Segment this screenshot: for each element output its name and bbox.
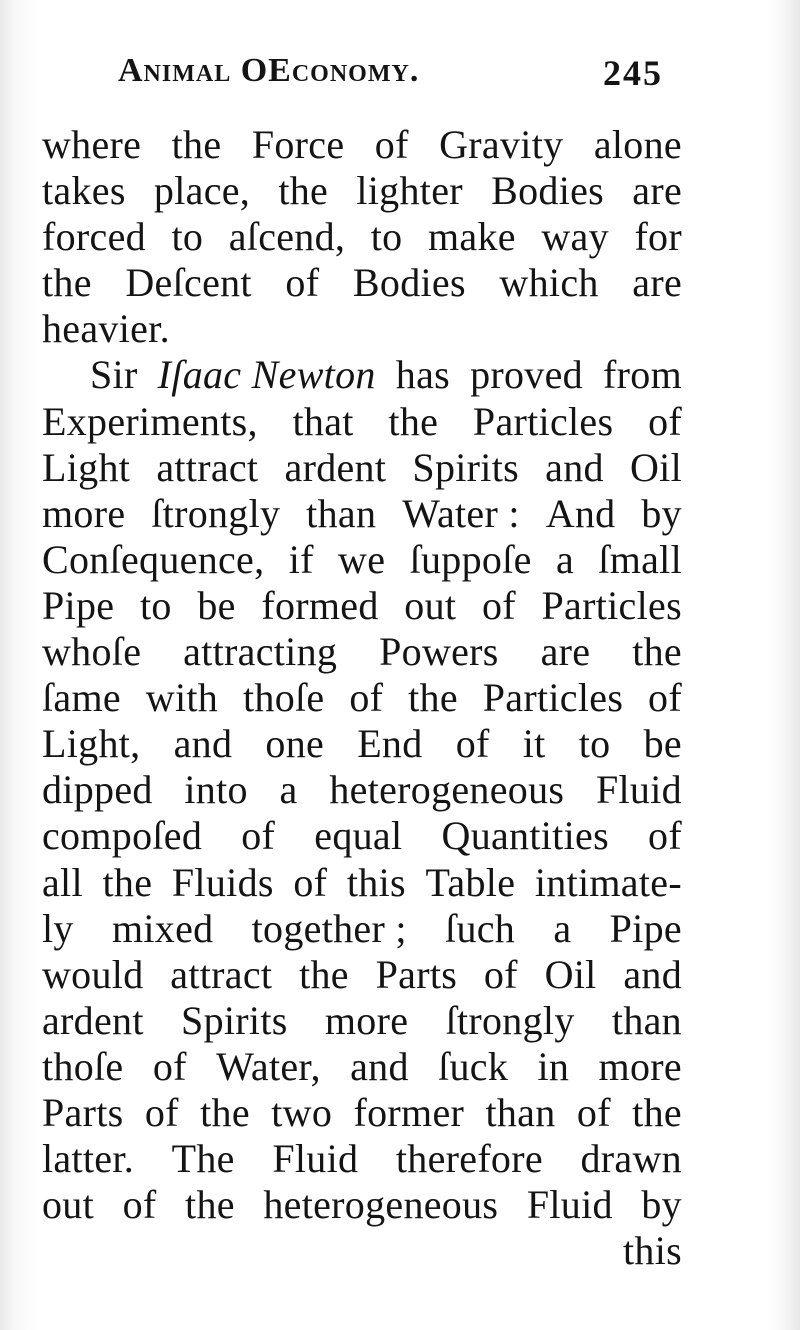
- word: of: [648, 813, 682, 859]
- word: of: [455, 721, 490, 767]
- word: ſtrongly: [151, 490, 281, 536]
- word: Oil: [629, 444, 682, 490]
- word: the: [200, 1089, 250, 1135]
- word: are: [632, 260, 682, 306]
- word: Bodies: [491, 168, 605, 214]
- word: of: [144, 1089, 179, 1135]
- word: more: [42, 490, 126, 536]
- word: Light: [42, 444, 131, 490]
- text-line: [42, 952, 682, 998]
- word: into: [184, 767, 248, 813]
- word: ſuppoſe: [409, 536, 532, 582]
- word: a: [553, 905, 572, 951]
- text-line: [42, 860, 682, 906]
- word: Bodies: [352, 260, 466, 306]
- word: if: [288, 536, 314, 582]
- text-line: [42, 260, 682, 306]
- word: Spirits: [412, 444, 519, 490]
- text-line: [42, 214, 682, 260]
- word: Light,: [42, 721, 141, 767]
- catchword: this: [623, 1228, 682, 1274]
- word: way: [541, 214, 609, 260]
- word: one: [265, 721, 325, 767]
- text-line: [42, 906, 682, 952]
- word: has: [395, 352, 450, 398]
- word: heavier.: [42, 306, 170, 352]
- word: latter.: [42, 1136, 135, 1182]
- word: ardent: [284, 444, 387, 490]
- text-line: [42, 445, 682, 491]
- word: together ;: [251, 905, 407, 951]
- word: of: [374, 122, 409, 167]
- word: Fluid: [272, 1136, 359, 1182]
- word: ſmall: [598, 536, 682, 582]
- word: than: [611, 997, 682, 1043]
- word: Deſcent: [125, 260, 252, 306]
- word: of: [648, 398, 682, 444]
- running-title: Animal OEconomy.: [118, 52, 420, 89]
- catchword-line: [42, 1228, 682, 1274]
- word: and: [173, 721, 233, 767]
- word: more: [324, 997, 409, 1043]
- word: we: [338, 536, 386, 582]
- word: forced: [42, 214, 146, 260]
- word: Spirits: [181, 997, 288, 1043]
- word: and: [623, 951, 682, 997]
- word: of: [576, 1089, 611, 1135]
- word: heterogeneous: [263, 1182, 499, 1228]
- word: drawn: [580, 1136, 682, 1182]
- word: Parts: [375, 951, 458, 997]
- word: Water :: [402, 490, 520, 536]
- text-line: [42, 306, 682, 352]
- word: the: [408, 675, 458, 721]
- word: Table: [425, 859, 516, 905]
- text-line: [42, 1044, 682, 1090]
- text-line: [42, 491, 682, 537]
- word: be: [197, 582, 236, 628]
- word: of: [483, 951, 518, 997]
- word: be: [643, 721, 682, 767]
- word: ardent: [42, 997, 144, 1043]
- word: place,: [153, 168, 251, 214]
- text-line: [42, 583, 682, 629]
- word: The: [171, 1136, 235, 1182]
- word: Sir: [90, 352, 138, 398]
- word: Fluids: [171, 859, 274, 905]
- word: ſuch: [445, 905, 516, 951]
- word: Particles: [482, 675, 624, 721]
- word: proved: [470, 352, 583, 398]
- text-line: [42, 537, 682, 583]
- text-line: [42, 168, 682, 214]
- word: ſuck: [438, 1043, 509, 1089]
- word: for: [634, 214, 682, 260]
- word: the: [185, 1182, 235, 1228]
- word: Fluid: [595, 767, 682, 813]
- word: all: [42, 859, 83, 905]
- word: are: [632, 168, 682, 214]
- word: intimate-: [534, 859, 682, 905]
- word: former: [353, 1089, 465, 1135]
- word: attract: [170, 951, 273, 997]
- word: by: [641, 1182, 682, 1228]
- word: End: [357, 721, 423, 767]
- word: Experiments,: [42, 398, 258, 444]
- word: which: [499, 260, 599, 306]
- word: it: [522, 721, 546, 767]
- word: make: [428, 214, 516, 260]
- word: ſame: [42, 675, 121, 721]
- word: a: [555, 536, 574, 582]
- word: Pipe: [609, 905, 682, 951]
- word: of: [648, 675, 682, 721]
- word: compoſed: [42, 813, 203, 859]
- word: out: [42, 1182, 95, 1228]
- word: and: [545, 444, 604, 490]
- text-line: [42, 629, 682, 675]
- word: Conſequence,: [42, 536, 265, 582]
- word: that: [292, 398, 354, 444]
- word: the: [278, 168, 329, 214]
- word: of: [122, 1182, 157, 1228]
- body-text: [42, 122, 682, 1274]
- word: from: [603, 352, 682, 398]
- word: of: [349, 675, 384, 721]
- word: than: [306, 490, 377, 536]
- word: out: [404, 582, 457, 628]
- word: by: [641, 490, 682, 536]
- text-line: [42, 1136, 682, 1182]
- word: whoſe: [42, 629, 142, 675]
- word: two: [271, 1089, 333, 1135]
- word: lighter: [356, 168, 463, 214]
- word: to: [139, 582, 172, 628]
- word: takes: [42, 168, 126, 214]
- word: Force: [251, 122, 345, 167]
- word: dipped: [42, 767, 153, 813]
- text-line: [42, 399, 682, 445]
- word: aſcend,: [228, 214, 346, 260]
- text-line: [42, 122, 682, 168]
- word: the: [632, 1089, 682, 1135]
- word: to: [171, 214, 204, 260]
- word: And: [545, 490, 616, 536]
- page-number: 245: [603, 53, 663, 93]
- word: Powers: [379, 629, 499, 675]
- text-line: [42, 352, 682, 398]
- word: alone: [593, 122, 682, 167]
- word: Quantities: [441, 813, 609, 859]
- word: thoſe: [42, 1043, 124, 1089]
- word: where: [42, 122, 142, 167]
- word: to: [578, 721, 611, 767]
- word: thoſe: [242, 675, 325, 721]
- text-line: [42, 675, 682, 721]
- word: Parts: [42, 1089, 124, 1135]
- text-line: [42, 721, 682, 767]
- word: equal: [314, 813, 403, 859]
- word: Gravity: [439, 122, 564, 167]
- word: with: [145, 675, 219, 721]
- word: in: [537, 1043, 570, 1089]
- word: Water,: [216, 1043, 321, 1089]
- word: the: [632, 629, 682, 675]
- word: mixed: [111, 905, 214, 951]
- page-header: [118, 52, 663, 102]
- word: the: [171, 122, 222, 167]
- word: of: [481, 582, 516, 628]
- word: to: [370, 214, 403, 260]
- word: therefore: [395, 1136, 543, 1182]
- text-line: [42, 998, 682, 1044]
- word: the: [102, 859, 153, 905]
- word: of: [285, 260, 320, 306]
- word: Oil: [544, 951, 597, 997]
- word: ſtrongly: [445, 997, 575, 1043]
- word: the: [388, 398, 439, 444]
- word: of: [241, 813, 276, 859]
- word: ly: [42, 905, 74, 951]
- word: Fluid: [526, 1182, 613, 1228]
- word: a: [279, 767, 298, 813]
- word: and: [350, 1043, 409, 1089]
- word: this: [346, 859, 406, 905]
- text-line: [42, 1090, 682, 1136]
- word: the: [299, 951, 349, 997]
- word: of: [293, 859, 328, 905]
- word: heterogeneous: [329, 767, 565, 813]
- word: Pipe: [42, 582, 115, 628]
- word: Particles: [472, 398, 614, 444]
- text-line: [42, 813, 682, 859]
- word: the: [42, 260, 92, 306]
- word: of: [152, 1043, 187, 1089]
- word: Particles: [541, 582, 682, 628]
- italic-name: Iſaac Newton: [157, 352, 376, 398]
- word: are: [540, 629, 591, 675]
- text-line: [42, 1182, 682, 1228]
- word: more: [598, 1043, 682, 1089]
- word: attracting: [183, 629, 338, 675]
- word: formed: [261, 582, 379, 628]
- word: attract: [156, 444, 259, 490]
- word: would: [42, 951, 144, 997]
- text-line: [42, 767, 682, 813]
- word: than: [485, 1089, 556, 1135]
